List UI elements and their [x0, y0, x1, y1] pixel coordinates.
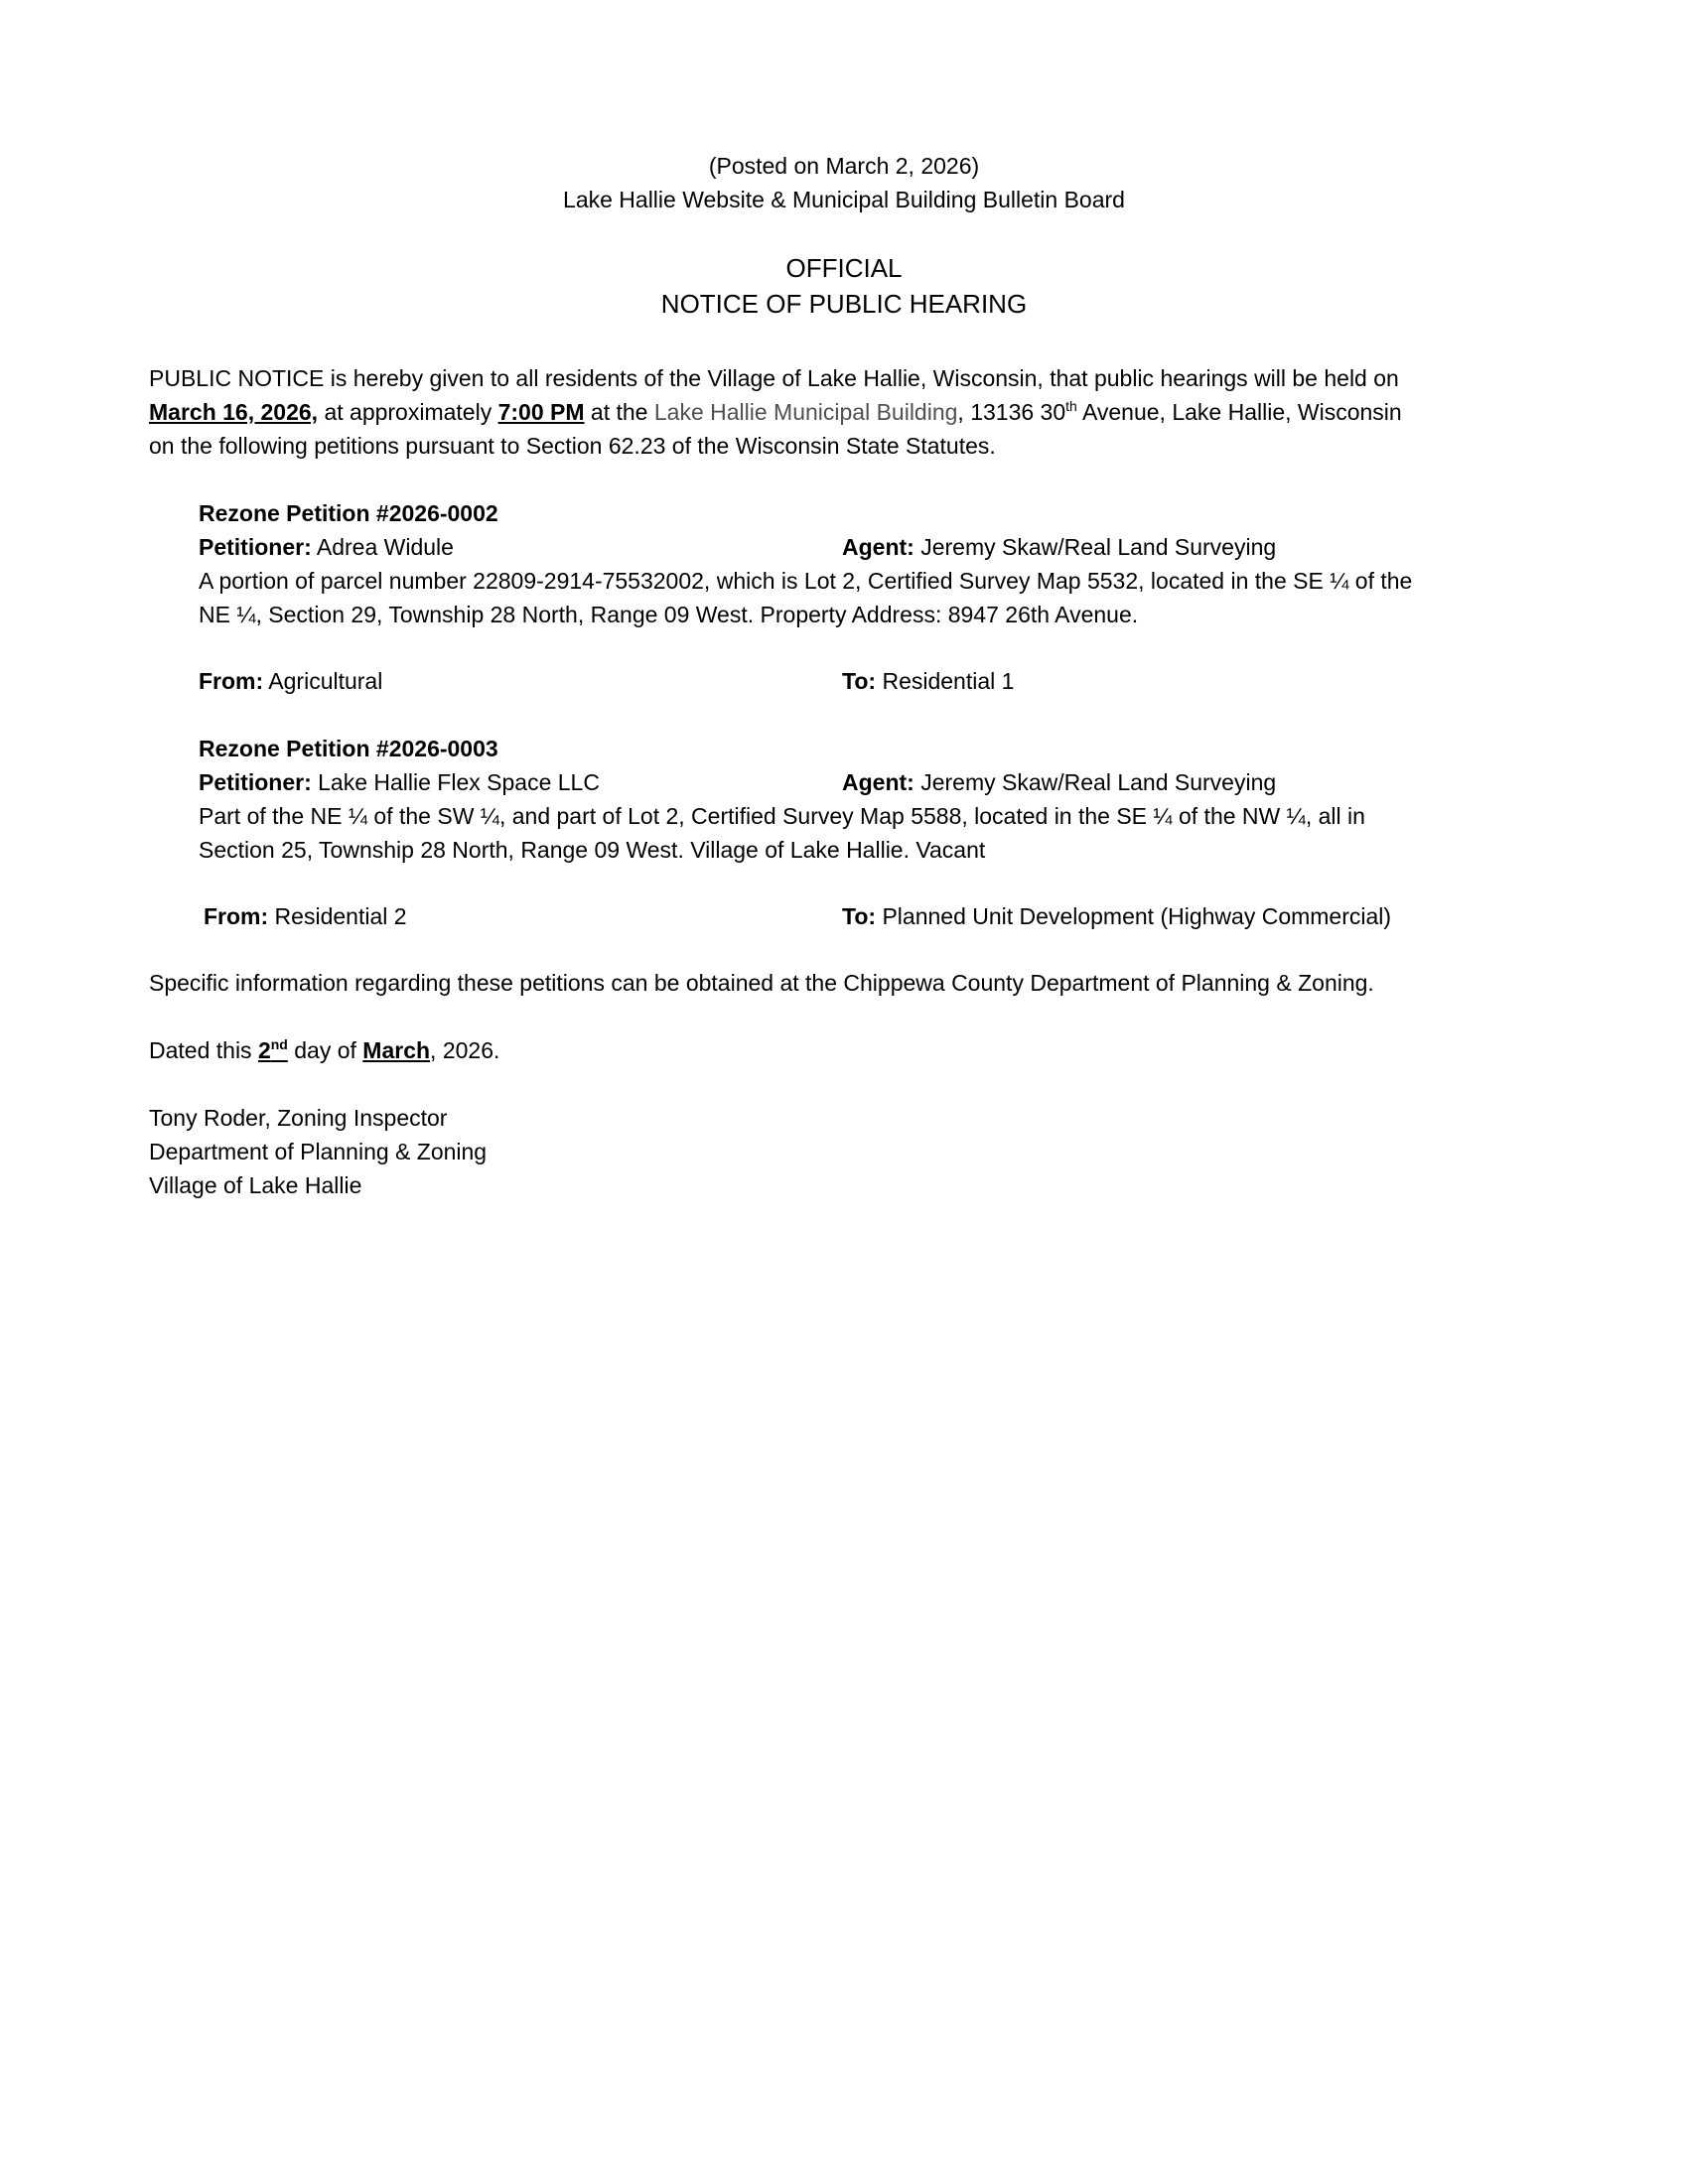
agent: Agent: Jeremy Skaw/Real Land Surveying [842, 769, 1277, 795]
dated-day: 2nd [257, 1036, 288, 1063]
rezone-from-to: From: Agricultural To: Residential 1 [199, 664, 1489, 698]
hearing-date: March 16, 2026, [149, 399, 319, 425]
hearing-time: 7:00 PM [497, 399, 585, 425]
petition-parties: Petitioner: Lake Hallie Flex Space LLC Agent: Jeremy Skaw/Real Land Surveying [199, 765, 1489, 799]
dated-month: March [362, 1037, 431, 1063]
dated-line: Dated this 2nd day of March, 2026. [149, 1036, 500, 1063]
intro-line-3: on the following petitions pursuant to Section 62.23 of the Wisconsin State Statutes. [149, 433, 996, 459]
intro-line-1: PUBLIC NOTICE is hereby given to all residents of the Village of Lake Hallie, Wisconsin, that public hearings will be held on [149, 365, 1399, 391]
petition-description-line-1: A portion of parcel number 22809-2914-75532002, which is Lot 2, Certified Survey Map 5532, located in the SE ¼ of the [199, 568, 1413, 594]
hearing-building: Lake Hallie Municipal Building [653, 399, 958, 425]
signature-village: Village of Lake Hallie [149, 1172, 362, 1198]
posting-locations: Lake Hallie Website & Municipal Building Bulletin Board [563, 187, 1125, 212]
rezone-to: To: Residential 1 [842, 668, 1015, 694]
petitioner-name: Lake Hallie Flex Space LLC [311, 769, 600, 795]
rezone-from: Agricultural [263, 668, 383, 694]
signature-name: Tony Roder, Zoning Inspector [149, 1105, 448, 1131]
petition-description-line-2: Section 25, Township 28 North, Range 09 West. Village of Lake Hallie. Vacant [199, 837, 986, 863]
petition-description-line-1: Part of the NE ¼ of the SW ¼, and part of Lot 2, Certified Survey Map 5588, located in the SE ¼ of the NW ¼, all in [199, 803, 1365, 829]
signature-department: Department of Planning & Zoning [149, 1139, 488, 1164]
specific-info: Specific information regarding these petitions can be obtained at the Chippewa County Department of Planning & Zoning. [149, 970, 1374, 996]
petition-heading: Rezone Petition #2026-0003 [199, 736, 498, 761]
petition-parties: Petitioner: Adrea Widule Agent: Jeremy Skaw/Real Land Surveying [199, 530, 1489, 564]
title-official: OFFICIAL [785, 253, 903, 283]
agent: Agent: Jeremy Skaw/Real Land Surveying [842, 534, 1277, 560]
petition-description-line-2: NE ¼, Section 29, Township 28 North, Range 09 West. Property Address: 8947 26th Avenue. [199, 602, 1139, 627]
rezone-to: To: Planned Unit Development (Highway Commercial) [842, 903, 1392, 929]
intro-line-2: March 16, 2026, at approximately 7:00 PM at the Lake Hallie Municipal Building, 13136 30th Avenue, Lake Hallie, Wisconsin [149, 398, 1402, 425]
title-notice: NOTICE OF PUBLIC HEARING [660, 289, 1028, 319]
rezone-from: Residential 2 [268, 903, 407, 929]
rezone-from-to: From: Residential 2 To: Planned Unit Development (Highway Commercial) [204, 899, 1494, 933]
posted-date: (Posted on March 2, 2026) [708, 153, 980, 179]
petitioner-name: Adrea Widule [311, 534, 454, 560]
petition-heading: Rezone Petition #2026-0002 [199, 500, 498, 526]
